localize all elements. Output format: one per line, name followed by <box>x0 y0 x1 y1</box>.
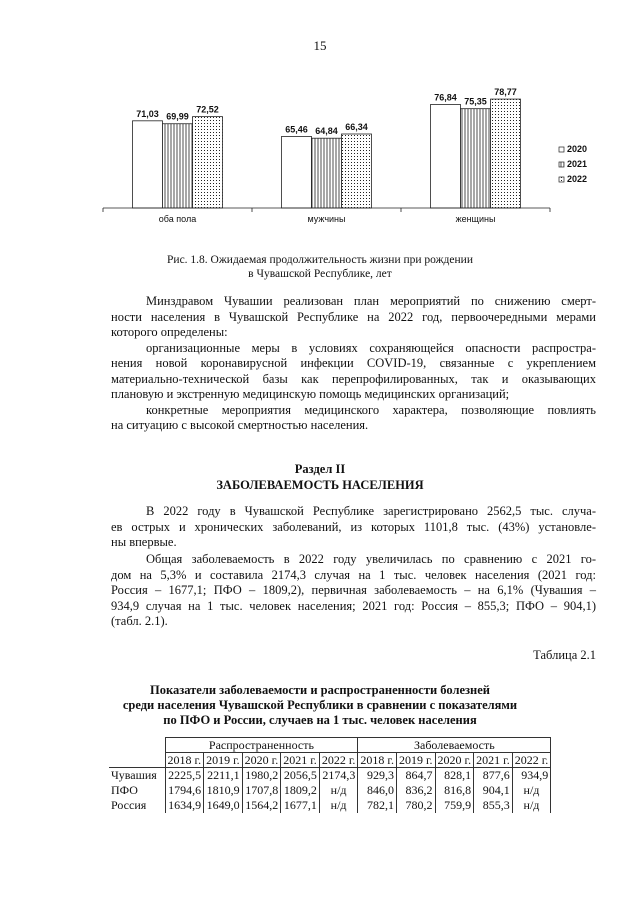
table-cell: 864,7 <box>396 768 435 783</box>
bar-2022 <box>491 99 521 208</box>
bar-2020 <box>431 104 461 208</box>
data-label: 66,34 <box>345 121 368 132</box>
table-cell: 828,1 <box>435 768 474 783</box>
x-tick-label: оба пола <box>158 214 197 224</box>
text-line: нения новой коронавирусной инфекции COVID-19, связанные с укреплением <box>111 356 596 370</box>
year-header: 2022 г. <box>319 753 358 768</box>
table-title-line: по ПФО и России, случаев на 1 тыс. человек населения <box>163 713 477 727</box>
bar-2021 <box>163 124 193 208</box>
table-cell: 1809,2 <box>281 783 320 798</box>
table-cell: н/д <box>512 783 551 798</box>
table-cell: 836,2 <box>396 783 435 798</box>
table-cell: 1634,9 <box>165 798 204 813</box>
section-title: ЗАБОЛЕВАЕМОСТЬ НАСЕЛЕНИЯ <box>216 478 424 492</box>
bar-2021 <box>312 138 342 208</box>
data-label: 65,46 <box>285 124 308 135</box>
table-cell: н/д <box>319 783 358 798</box>
year-header: 2021 г. <box>281 753 320 768</box>
bar-2021 <box>461 109 491 208</box>
year-header: 2018 г. <box>165 753 204 768</box>
table-title-line: среди населения Чувашской Республики в сравнении с показателями <box>122 698 518 712</box>
x-tick-label: женщины <box>455 214 496 224</box>
table-row <box>109 798 551 813</box>
legend-label: 2020 <box>567 144 588 154</box>
legend-label: 2022 <box>567 174 588 184</box>
x-tick-label: мужчины <box>307 214 346 224</box>
legend-swatch <box>559 147 564 152</box>
table-cell: 2225,5 <box>165 768 204 783</box>
row-name: ПФО <box>109 783 165 798</box>
caption-line-2: в Чувашской Республике, лет <box>248 268 392 280</box>
table-cell: 2211,1 <box>204 768 243 783</box>
text-line: которого определены: <box>111 325 228 339</box>
text-line: дом на 5,3% и составила 2174,3 случая на 1 тыс. человек населения (2021 год: <box>111 567 596 582</box>
morbidity-table <box>109 737 551 813</box>
data-label: 75,35 <box>464 96 487 107</box>
table-cell: 759,9 <box>435 798 474 813</box>
table-cell: 855,3 <box>474 798 513 813</box>
table-title <box>0 683 640 728</box>
table-label: Таблица 2.1 <box>533 648 596 662</box>
chart-svg <box>95 80 615 240</box>
year-header: 2019 г. <box>396 753 435 768</box>
bar-2022 <box>193 117 223 208</box>
legend-label: 2021 <box>567 159 588 169</box>
table-cell: 2056,5 <box>281 768 320 783</box>
table-cell: 2174,3 <box>319 768 358 783</box>
section-paragraph-2 <box>111 552 596 630</box>
text-line: конкретные мероприятия медицинского характера, позволяющие повлиять <box>146 402 596 417</box>
table-cell: 1564,2 <box>242 798 281 813</box>
table-cell: 1677,1 <box>281 798 320 813</box>
table-title-line: Показатели заболеваемости и распространенности болезней <box>149 683 491 697</box>
bar-2022 <box>342 134 372 208</box>
page-number: 15 <box>313 38 327 53</box>
table-cell: 904,1 <box>474 783 513 798</box>
table-row <box>109 768 551 783</box>
text-line: на ситуацию с высокой смертностью населения. <box>111 418 369 432</box>
text-line: В 2022 году в Чувашской Республике зарегистрировано 2562,5 тыс. случа- <box>146 504 596 518</box>
data-label: 72,52 <box>196 104 219 115</box>
caption-line-1: Рис. 1.8. Ожидаемая продолжительность жизни при рождении <box>167 254 473 266</box>
year-header: 2022 г. <box>512 753 551 768</box>
text-line: Минздравом Чувашии реализован план мероприятий по снижению смерт- <box>146 294 596 308</box>
text-line: ности населения в Чувашской Республике на 2022 год, первоочередными мерами <box>111 309 596 324</box>
text-line: 934,9 случая на 1 тыс. человек населения; 2021 год: Россия – 855,3; ПФО – 904,1) <box>111 598 596 613</box>
table-cell: 1810,9 <box>204 783 243 798</box>
data-label: 76,84 <box>434 92 457 103</box>
bar-2020 <box>133 121 163 208</box>
section-paragraph-1 <box>111 504 596 551</box>
table-cell: н/д <box>319 798 358 813</box>
life-expectancy-chart <box>95 80 615 240</box>
table-row <box>109 783 551 798</box>
table-cell: 929,3 <box>358 768 397 783</box>
year-header: 2020 г. <box>435 753 474 768</box>
data-label: 71,03 <box>136 108 159 119</box>
data-label: 64,84 <box>315 126 338 137</box>
data-label: 69,99 <box>166 111 189 122</box>
text-line: (табл. 2.1). <box>111 614 168 628</box>
table-cell: н/д <box>512 798 551 813</box>
row-name: Чувашия <box>109 768 165 783</box>
text-line: Общая заболеваемость в 2022 году увеличилась по сравнению с 2021 го- <box>146 552 596 566</box>
table-cell: 934,9 <box>512 768 551 783</box>
table-cell: 782,1 <box>358 798 397 813</box>
year-header: 2020 г. <box>242 753 281 768</box>
intro-paragraph <box>111 294 596 434</box>
table-cell: 1649,0 <box>204 798 243 813</box>
table-cell: 1980,2 <box>242 768 281 783</box>
table-cell: 846,0 <box>358 783 397 798</box>
text-line: плановую и экстренную медицинскую помощь медицинских организаций; <box>111 387 510 401</box>
row-name: Россия <box>109 798 165 813</box>
text-line: ев острых и хронических заболеваний, из которых 1101,8 тыс. (43%) установле- <box>111 519 596 534</box>
section-label: Раздел II <box>294 462 346 476</box>
text-line: материально-технической базы как перепрофилированных, так и оказывающих <box>111 371 596 386</box>
year-header: 2018 г. <box>358 753 397 768</box>
table-cell: 1794,6 <box>165 783 204 798</box>
bar-2020 <box>282 136 312 208</box>
data-label: 78,77 <box>494 87 517 98</box>
year-header: 2021 г. <box>474 753 513 768</box>
group-header-incidence: Заболеваемость <box>358 738 551 753</box>
table-cell: 877,6 <box>474 768 513 783</box>
legend-swatch <box>559 177 564 182</box>
text-line: Россия – 1677,1; ПФО – 1809,2), первичная заболеваемость – на 6,1% (Чувашия – <box>111 583 596 597</box>
table-cell: 816,8 <box>435 783 474 798</box>
corner-cell <box>109 738 165 768</box>
table-cell: 780,2 <box>396 798 435 813</box>
figure-caption <box>0 253 640 281</box>
text-line: организационные меры в условиях сохраняющейся опасности распростра- <box>146 340 596 355</box>
year-header: 2019 г. <box>204 753 243 768</box>
legend-swatch <box>559 162 564 167</box>
group-header-prevalence: Распространенность <box>165 738 358 753</box>
text-line: ны впервые. <box>111 535 177 549</box>
table-cell: 1707,8 <box>242 783 281 798</box>
